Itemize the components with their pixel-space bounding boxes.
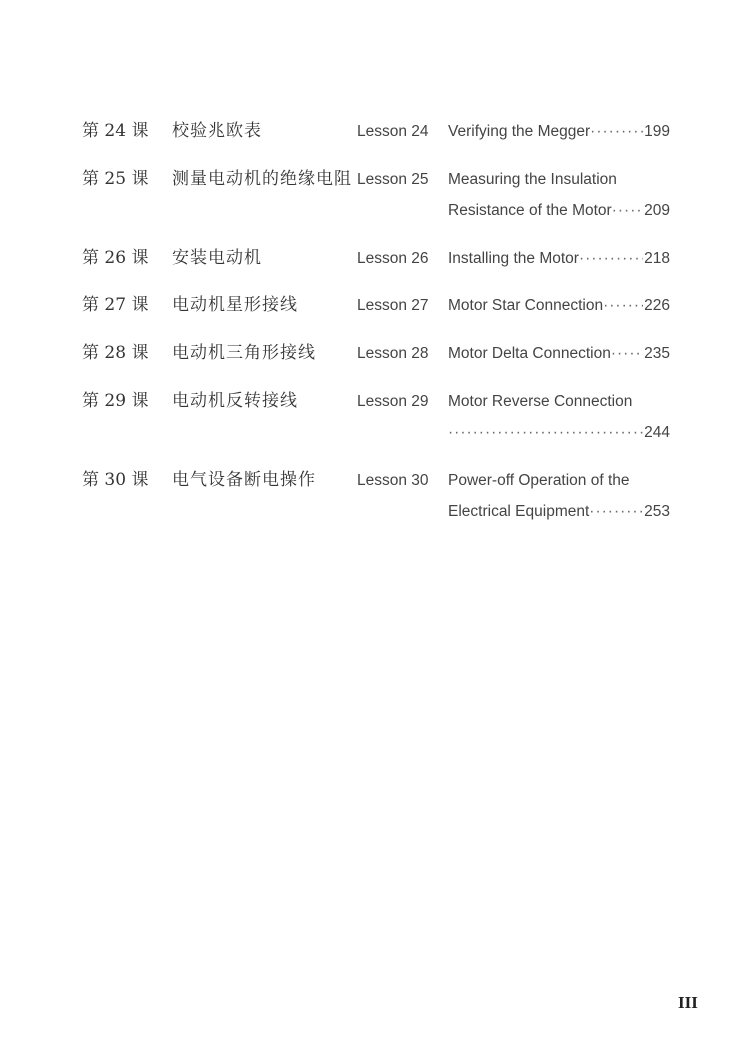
lesson-number-en: Lesson 28 — [357, 345, 429, 362]
leader-dots — [603, 290, 643, 321]
leader-dots — [611, 338, 643, 369]
lesson-title-cn: 电动机三角形接线 — [172, 343, 316, 363]
lesson-title-en — [448, 386, 670, 448]
title-text: Measuring the Insulation — [448, 171, 617, 188]
lesson-title-en — [448, 164, 670, 226]
title-text: Installing the Motor — [448, 250, 579, 267]
lesson-title-en — [448, 465, 670, 527]
title-text: Electrical Equipment — [448, 503, 590, 520]
toc-entry[interactable] — [0, 386, 750, 450]
lesson-number-en: Lesson 30 — [357, 472, 429, 489]
lesson-number-cn: 第 29 课 — [82, 391, 149, 411]
page-ref: 235 — [644, 345, 670, 362]
leader-dots — [448, 417, 643, 448]
lesson-title-en — [448, 116, 670, 147]
lesson-title-cn: 校验兆欧表 — [172, 121, 262, 141]
lesson-title-cn: 测量电动机的绝缘电阻 — [172, 169, 352, 189]
title-text: Power-off Operation of the — [448, 472, 630, 489]
lesson-title-en — [448, 338, 670, 369]
lesson-number-en: Lesson 29 — [357, 393, 429, 410]
lesson-number-cn: 第 26 课 — [82, 248, 149, 268]
page-ref: 199 — [644, 123, 670, 140]
lesson-title-cn: 电动机星形接线 — [172, 295, 298, 315]
lesson-title-cn: 安装电动机 — [172, 248, 262, 268]
page-ref: 253 — [644, 503, 670, 520]
page-number-folio: III — [678, 993, 698, 1012]
lesson-number-cn: 第 30 课 — [82, 470, 149, 490]
lesson-number-en: Lesson 25 — [357, 171, 429, 188]
toc-entry[interactable] — [0, 164, 750, 228]
title-text: Verifying the Megger — [448, 123, 591, 140]
lesson-number-cn: 第 24 课 — [82, 121, 149, 141]
lesson-number-cn: 第 28 课 — [82, 343, 149, 363]
page-ref: 218 — [644, 250, 670, 267]
lesson-title-en — [448, 243, 670, 274]
lesson-number-cn: 第 25 课 — [82, 169, 149, 189]
page-ref: 226 — [644, 297, 670, 314]
leader-dots — [612, 195, 643, 226]
toc-entry[interactable] — [0, 465, 750, 529]
lesson-title-cn: 电动机反转接线 — [172, 391, 298, 411]
lesson-title-cn: 电气设备断电操作 — [172, 470, 316, 490]
page-ref: 244 — [644, 424, 670, 441]
lesson-number-en: Lesson 27 — [357, 297, 429, 314]
lesson-number-cn: 第 27 课 — [82, 295, 149, 315]
leader-dots — [590, 116, 643, 147]
title-text: Resistance of the Motor — [448, 202, 612, 219]
lesson-number-en: Lesson 26 — [357, 250, 429, 267]
page-ref: 209 — [644, 202, 670, 219]
title-text: Motor Star Connection — [448, 297, 604, 314]
lesson-title-en — [448, 290, 670, 321]
leader-dots — [589, 496, 643, 527]
title-text: Motor Delta Connection — [448, 345, 611, 362]
lesson-number-en: Lesson 24 — [357, 123, 429, 140]
title-text: Motor Reverse Connection — [448, 393, 633, 410]
leader-dots — [579, 243, 643, 274]
